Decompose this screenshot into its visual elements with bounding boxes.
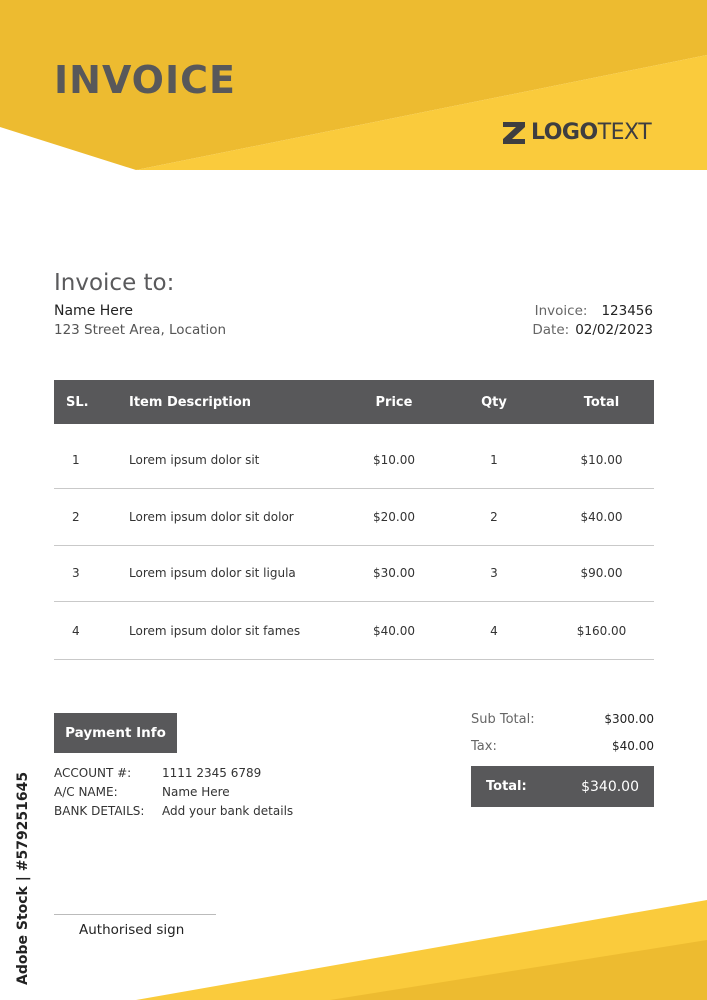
invoice-number-label: Invoice: [534, 303, 588, 319]
row-price: $10.00 [373, 452, 415, 467]
subtotal-value: $300.00 [604, 712, 654, 726]
logo [503, 120, 651, 145]
row-total: $10.00 [580, 452, 623, 467]
row-price: $20.00 [373, 509, 415, 524]
payment-field-account [54, 766, 261, 780]
payment-info-title: Payment Info [54, 713, 177, 753]
col-header-total: Total [583, 394, 620, 410]
invoice-date-value: 02/02/2023 [575, 322, 653, 338]
col-header-price: Price [375, 394, 413, 410]
invoice-date-label: Date: [532, 322, 570, 338]
col-header-qty: Qty [481, 394, 507, 410]
row-total: $160.00 [576, 623, 627, 638]
invoice-number [535, 303, 653, 319]
row-description: Lorem ipsum dolor sit fames [129, 623, 301, 638]
stock-id-text: Adobe Stock | #579251645 [15, 771, 31, 985]
tax-label: Tax: [471, 739, 497, 754]
row-qty: 1 [490, 452, 498, 467]
table-row [54, 602, 654, 660]
row-total: $40.00 [580, 509, 623, 524]
invoice-to-heading: Invoice to: [54, 270, 175, 296]
invoice-title: INVOICE [54, 58, 236, 102]
payment-field-value: Add your bank details [162, 804, 294, 818]
total-label: Total: [486, 779, 527, 794]
invoice-date [532, 322, 653, 338]
logo-text [531, 120, 651, 145]
table-row [54, 544, 654, 602]
logo-z-icon [503, 122, 525, 144]
row-qty: 4 [490, 623, 498, 638]
row-sl: 4 [72, 623, 80, 638]
table-row [54, 488, 654, 546]
payment-field-ac-name [54, 785, 230, 799]
payment-field-bank [54, 804, 293, 818]
row-description: Lorem ipsum dolor sit dolor [129, 509, 294, 524]
col-header-description: Item Description [129, 394, 252, 410]
payment-field-value: 1111 2345 6789 [162, 766, 262, 780]
stock-watermark-id [13, 765, 35, 985]
row-sl: 1 [72, 452, 80, 467]
grand-total [471, 766, 654, 807]
row-description: Lorem ipsum dolor sit [129, 452, 260, 467]
row-price: $40.00 [373, 623, 415, 638]
customer-name: Name Here [54, 303, 133, 319]
total-value: $340.00 [581, 778, 639, 795]
row-description: Lorem ipsum dolor sit ligula [129, 565, 296, 580]
col-header-sl: SL. [66, 394, 89, 410]
customer-address: 123 Street Area, Location [54, 322, 227, 338]
subtotal-row [471, 712, 654, 727]
logo-text-light: TEXT [597, 120, 652, 145]
row-qty: 2 [490, 509, 498, 524]
payment-field-label: BANK DETAILS: [54, 804, 145, 818]
subtotal-label: Sub Total: [471, 712, 535, 727]
payment-field-value: Name Here [162, 785, 230, 799]
signature-line [54, 914, 216, 915]
table-row [54, 431, 654, 489]
row-total: $90.00 [580, 565, 623, 580]
tax-value: $40.00 [612, 739, 654, 753]
invoice-number-value: 123456 [601, 303, 653, 319]
row-sl: 2 [72, 509, 80, 524]
tax-row [471, 739, 654, 754]
logo-text-bold: LOGO [531, 120, 598, 145]
row-price: $30.00 [373, 565, 415, 580]
table-header [54, 380, 654, 424]
payment-field-label: ACCOUNT #: [54, 766, 132, 780]
payment-field-label: A/C NAME: [54, 785, 118, 799]
signature-label: Authorised sign [79, 922, 185, 938]
row-sl: 3 [72, 565, 80, 580]
row-qty: 3 [490, 565, 498, 580]
